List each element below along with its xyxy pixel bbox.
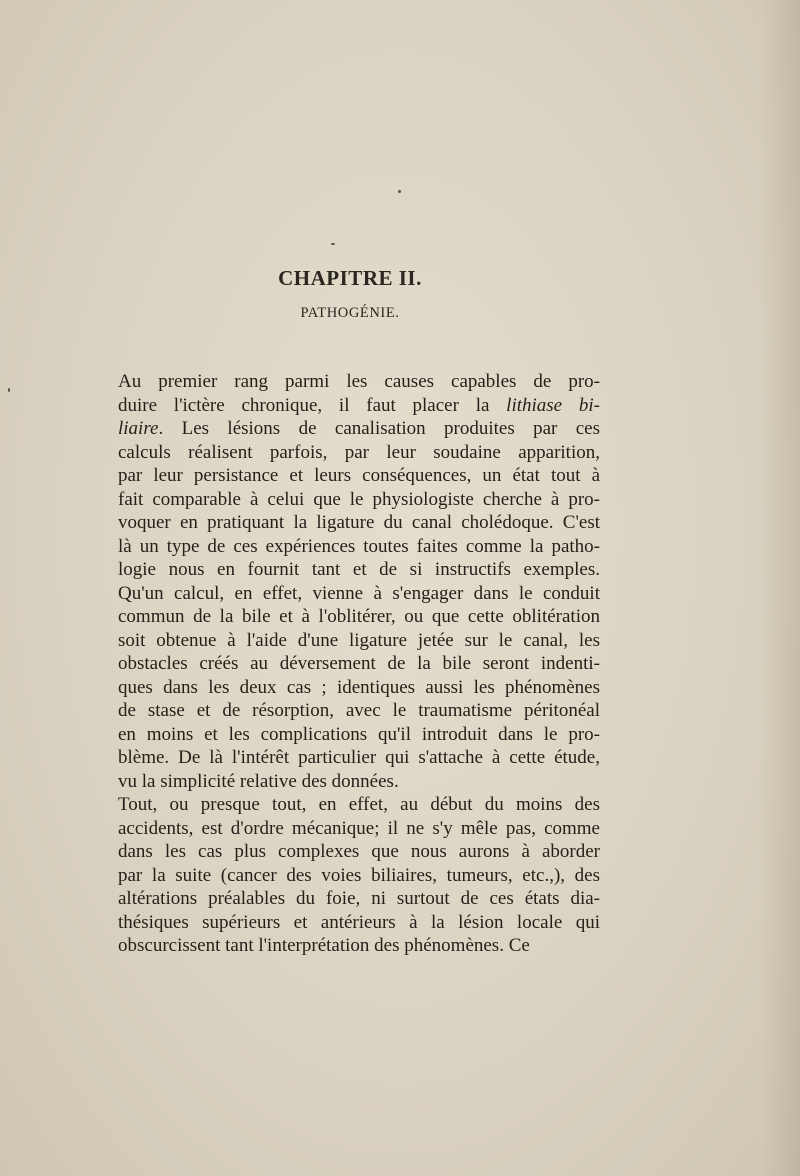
text-line [118,864,600,888]
text-line [118,746,600,770]
text-line [118,723,600,747]
text-line [118,464,600,488]
text-line [118,441,600,465]
line-text: fait comparable à celui que le physiologiste cherche à pro- [118,488,600,510]
text-line [118,793,600,817]
line-text: par la suite (cancer des voies biliaires, tumeurs, etc.,), des [118,864,600,886]
line-text: blème. De là l'intérêt particulier qui s'attache à cette étude, [118,747,600,768]
line-text: Tout, ou presque tout, en effet, au début du moins des [118,794,600,815]
paragraph [118,370,600,793]
line-text: en moins et les complications qu'il introduit dans le pro- [118,723,600,745]
text-line [118,887,600,911]
line-text: obscurcissent tant l'interprétation des phénomènes. Ce [118,935,530,956]
speck [8,388,10,392]
italic-term: liaire [118,418,159,439]
line-text: . Les lésions de canalisation produites par ces [158,418,600,439]
line-text: Qu'un calcul, en effet, vienne à s'engager dans le conduit [118,582,600,604]
chapter-title: CHAPITRE II. [278,266,422,291]
text-line [118,605,600,629]
text-line [118,934,600,958]
line-text: accidents, est d'ordre mécanique; il ne s'y mêle pas, comme [118,817,600,839]
speck [331,243,335,245]
line-text: logie nous en fournit tant et de si instructifs exemples. [118,559,600,580]
text-line [118,817,600,841]
text-line [118,629,600,653]
line-text: obstacles créés au déversement de la bile seront indenti- [118,653,600,674]
page-edge-shadow [760,0,800,1176]
line-text: de stase et de résorption, avec le traumatisme péritonéal [118,700,600,721]
line-text: soit obtenue à l'aide d'une ligature jetée sur le canal, les [118,629,600,651]
line-text: vu la simplicité relative des données. [118,770,399,792]
line-text: par leur persistance et leurs conséquences, un état tout à [118,465,600,486]
text-line [118,699,600,723]
speck [398,190,401,193]
text-line [118,511,600,535]
text-line [118,558,600,582]
text-line [118,535,600,559]
text-line [118,582,600,606]
line-text: thésiques supérieurs et antérieurs à la lésion locale qui [118,911,600,933]
text-line [118,911,600,935]
line-text: duire l'ictère chronique, il faut placer la [118,394,507,416]
line-text: ques dans les deux cas ; identiques aussi les phénomènes [118,676,600,698]
line-text: là un type de ces expériences toutes faites comme la patho- [118,535,600,557]
text-line [118,488,600,512]
text-line [118,652,600,676]
line-text: calculs réalisent parfois, par leur soudaine apparition, [118,441,600,463]
text-line [118,676,600,700]
text-line [118,770,600,794]
line-text: Au premier rang parmi les causes capables de pro- [118,371,600,392]
text-line [118,417,600,441]
line-text: voquer en pratiquant la ligature du canal cholédoque. C'est [118,512,600,533]
italic-term: lithiase bi- [506,394,600,416]
line-text: commun de la bile et à l'oblitérer, ou que cette oblitération [118,606,600,627]
line-text: dans les cas plus complexes que nous aurons à aborder [118,841,600,862]
text-line [118,370,600,394]
line-text: altérations préalables du foie, ni surtout de ces états dia- [118,888,600,909]
paragraph [118,793,600,958]
text-line [118,394,600,418]
text-line [118,840,600,864]
body-text [118,370,600,958]
section-title: PATHOGÉNIE. [300,305,400,321]
